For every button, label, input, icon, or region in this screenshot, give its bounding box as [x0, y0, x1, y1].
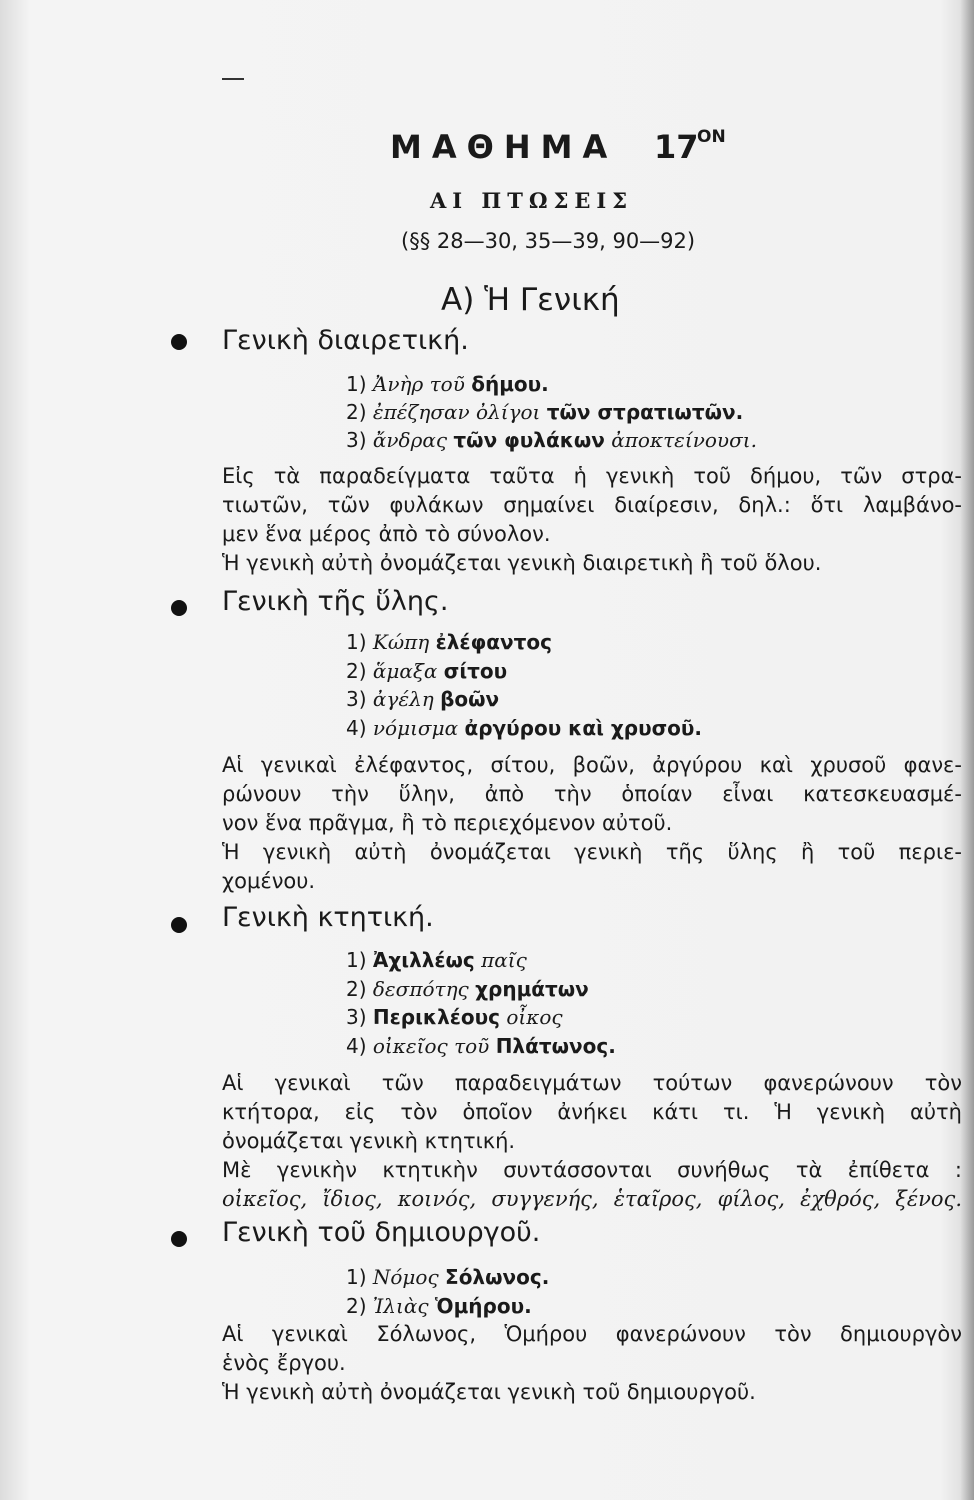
explanation-paragraph: Αἱ γενικαὶ ἐλέφαντος, σίτου, βοῶν, ἀργύρου καὶ χρυσοῦ φανε- ρώνουν τὴν ὕλην, ἀπὸ τὴν ὁποίαν εἶναι κατεσκευασμέ- νον ἕνα πρᾶγμα, ἢ τὸ περιεχόμενον αὐτοῦ. Ἡ γενικὴ αὐτὴ ὀνομάζεται γενικὴ τῆς ὕλης ἢ τοῦ περιε- χομένου.: [222, 753, 962, 893]
example-item: 3) Περικλέους οἶκος: [346, 1005, 563, 1029]
example-item: 2) δεσπότης χρημάτων: [346, 977, 589, 1001]
example-item: 3) ἀγέλη βοῶν: [346, 687, 500, 711]
lesson-number-suffix: ΟΝ: [697, 127, 726, 147]
subsection-heading: Γενικὴ διαιρετική.: [222, 325, 469, 356]
example-item: 4) νόμισμα ἀργύρου καὶ χρυσοῦ.: [346, 716, 703, 740]
explanation-paragraph: Εἰς τὰ παραδείγματα ταῦτα ἡ γενικὴ τοῦ δήμου, τῶν στρα- τιωτῶν, τῶν φυλάκων σημαίνει διαίρεσιν, δηλ.: ὅτι λαμβάνο- μεν ἕνα μέρος ἀπὸ τὸ σύνολον. Ἡ γενικὴ αὐτὴ ὀνομάζεται γενικὴ διαιρετικὴ ἢ τοῦ ὅλου.: [222, 464, 962, 575]
example-item: 2) ἐπέζησαν ὀλίγοι τῶν στρατιωτῶν.: [346, 400, 744, 424]
explanation-paragraph: Αἱ γενικαὶ τῶν παραδειγμάτων τούτων φανερώνουν τὸν κτήτορα, εἰς τὸν ὁποῖον ἀνήκει κάτι τι. Ἡ γενικὴ αὐτὴ ὀνομάζεται γενικὴ κτητική. Μὲ γενικὴν κτητικὴν συντάσσονται συνήθως τὰ ἐπίθετα : οἰκεῖος, ἴδιος, κοινός, συγγενής, ἑταῖρος, φίλος, ἐχθρός, ξένος.: [222, 1071, 962, 1211]
example-item: 4) οἰκεῖος τοῦ Πλάτωνος.: [346, 1034, 616, 1058]
section-heading: Α) Ἡ Γενική: [441, 282, 620, 318]
example-item: 3) ἄνδρας τῶν φυλάκων ἀποκτείνουσι.: [346, 428, 757, 452]
lesson-number: 17: [654, 128, 699, 166]
bullet-icon: [171, 917, 187, 933]
example-item: 1) Ἀχιλλέως παῖς: [346, 948, 527, 972]
paragraph-references: (§§ 28—30, 35—39, 90—92): [401, 229, 696, 253]
subsection-heading: Γενικὴ κτητική.: [222, 902, 434, 933]
lesson-title: ΜΑΘΗΜΑ: [390, 128, 618, 166]
bullet-icon: [171, 334, 187, 350]
lesson-subtitle: ΑΙ ΠΤΩΣΕΙΣ: [430, 188, 634, 213]
example-item: 1) Ἀνὴρ τοῦ δήμου.: [346, 372, 549, 396]
example-item: 1) Νόμος Σόλωνος.: [346, 1265, 550, 1289]
example-item: 2) Ἰλιὰς Ὁμήρου.: [346, 1294, 532, 1318]
example-item: 1) Κώπη ἐλέφαντος: [346, 630, 552, 654]
subsection-heading: Γενικὴ τοῦ δημιουργοῦ.: [222, 1217, 541, 1248]
bullet-icon: [171, 1231, 187, 1247]
example-item: 2) ἅμαξα σίτου: [346, 659, 508, 683]
bullet-icon: [171, 600, 187, 616]
page-dash: [222, 78, 244, 80]
explanation-paragraph: Αἱ γενικαὶ Σόλωνος, Ὁμήρου φανερώνουν τὸν δημιουργὸν ἑνὸς ἔργου. Ἡ γενικὴ αὐτὴ ὀνομάζεται γενικὴ τοῦ δημιουργοῦ.: [222, 1322, 962, 1404]
subsection-heading: Γενικὴ τῆς ὕλης.: [222, 586, 449, 617]
